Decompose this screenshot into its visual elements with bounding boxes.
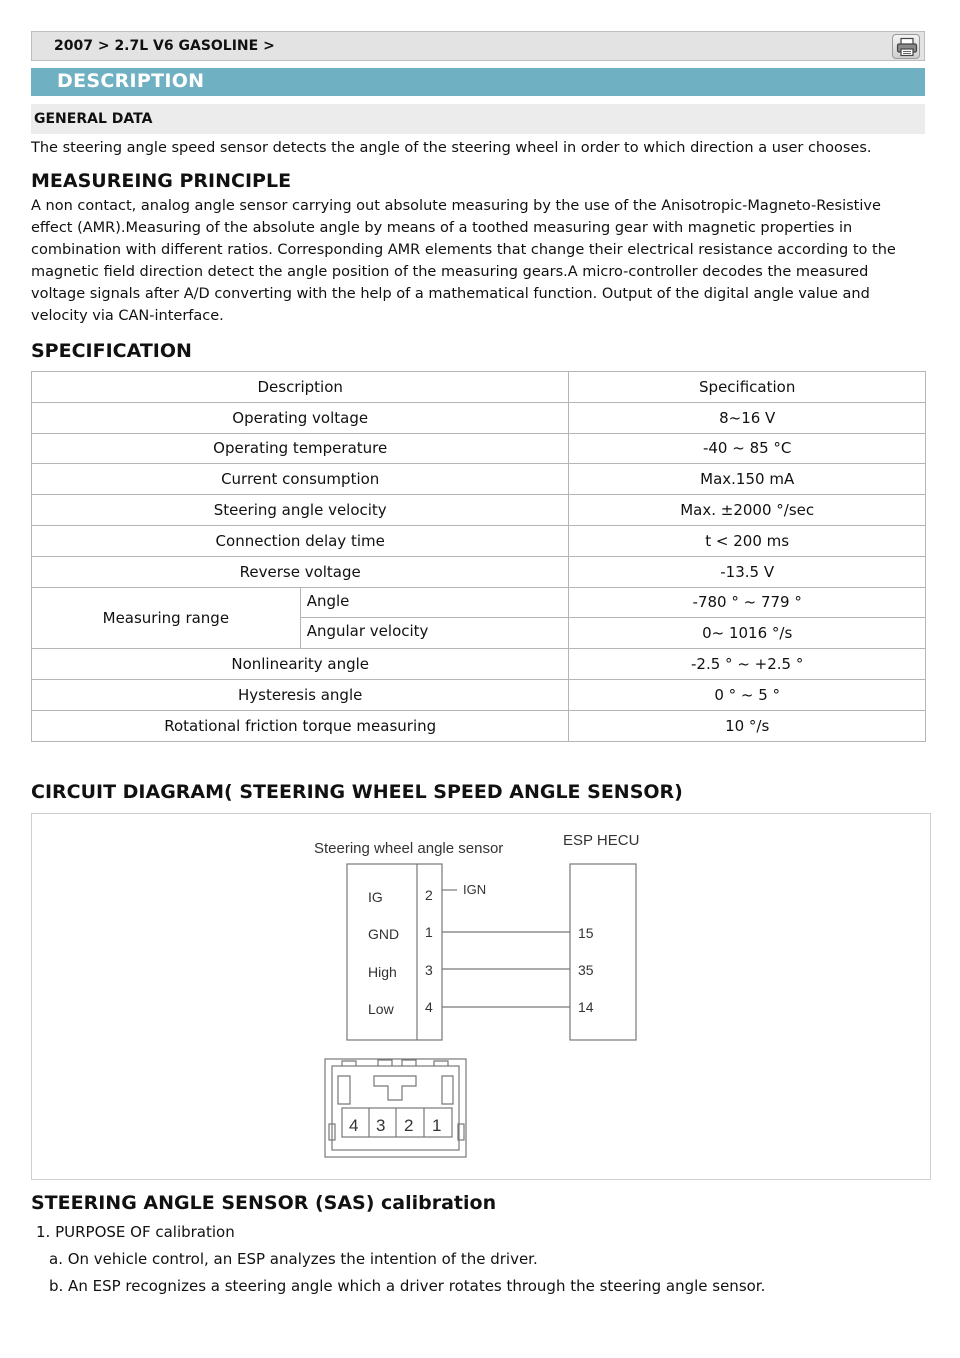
row-description: Rotational friction torque measuring — [32, 710, 569, 741]
ecu-pin-number: 15 — [578, 925, 594, 941]
table-row — [32, 464, 926, 495]
connector-pin-label: 2 — [404, 1116, 414, 1135]
row-description: Connection delay time — [32, 525, 569, 556]
pin-number: 3 — [425, 962, 433, 978]
row-description: Reverse voltage — [32, 556, 569, 587]
general-data-banner — [31, 104, 925, 134]
row-description: Hysteresis angle — [32, 679, 569, 710]
connector-pin-label: 1 — [432, 1116, 442, 1135]
table-row — [32, 556, 926, 587]
table-row — [32, 402, 926, 433]
general-data-text: The steering angle speed sensor detects the angle of the steering wheel in order to which direction a user chooses. — [31, 140, 872, 156]
pin-number: 1 — [425, 924, 433, 940]
table-row — [32, 525, 926, 556]
table-header-row — [32, 372, 926, 403]
row-value: t < 200 ms — [569, 525, 926, 556]
specification-table — [31, 371, 926, 742]
header-description: Description — [32, 372, 569, 403]
connector-pin-label: 4 — [349, 1116, 359, 1135]
table-row — [32, 710, 926, 741]
row-description: Operating voltage — [32, 402, 569, 433]
pin-number: 4 — [425, 999, 433, 1015]
row-value: 10 °/s — [569, 710, 926, 741]
circuit-diagram-title: CIRCUIT DIAGRAM( STEERING WHEEL SPEED ANGLE SENSOR) — [31, 781, 683, 803]
row-description: Nonlinearity angle — [32, 649, 569, 680]
breadcrumb — [31, 31, 925, 61]
row-sub-description: Angle — [300, 587, 569, 618]
ecu-pin-number: 14 — [578, 999, 594, 1015]
table-row — [32, 587, 926, 618]
row-value: Max. ±2000 °/sec — [569, 495, 926, 526]
row-value: -40 ~ 85 °C — [569, 433, 926, 464]
circuit-diagram — [31, 813, 931, 1180]
row-sub-description: Angular velocity — [300, 618, 569, 649]
calibration-title: STEERING ANGLE SENSOR (SAS) calibration — [31, 1192, 497, 1214]
row-value: 0 ° ~ 5 ° — [569, 679, 926, 710]
section-banner — [31, 68, 925, 96]
ign-label: IGN — [463, 882, 487, 897]
print-button[interactable] — [892, 34, 920, 59]
ecu-pin-number: 35 — [578, 962, 594, 978]
pin-name: GND — [368, 926, 400, 942]
row-value: -2.5 ° ~ +2.5 ° — [569, 649, 926, 680]
list-item: 1. PURPOSE OF calibration — [36, 1223, 235, 1241]
breadcrumb-text: 2007 > 2.7L V6 GASOLINE > — [54, 38, 275, 54]
row-description: Current consumption — [32, 464, 569, 495]
table-row — [32, 649, 926, 680]
table-row — [32, 679, 926, 710]
row-value: -13.5 V — [569, 556, 926, 587]
printer-icon — [896, 37, 918, 57]
measuring-principle-title: MEASUREING PRINCIPLE — [31, 170, 292, 192]
specification-title: SPECIFICATION — [31, 340, 192, 362]
measuring-range-label: Measuring range — [32, 587, 301, 649]
table-row — [32, 495, 926, 526]
row-value: -780 ° ~ 779 ° — [569, 587, 926, 618]
pin-number: 2 — [425, 887, 433, 903]
pin-name: IG — [368, 889, 383, 905]
connector-pin-label: 3 — [376, 1116, 386, 1135]
table-row — [32, 433, 926, 464]
measuring-principle-text: A non contact, analog angle sensor carrying out absolute measuring by the use of the Anisotropic-Magneto-Resistive effect (AMR).Measuring of the absolute angle by means of a toothed measuring gear with magnetic properties in combination with different ratios. Corresponding AMR elements that change their electrical resistance according to the magnetic field direction detect the angle position of the measuring gears.A micro-controller decodes the measured voltage signals after A/D converting with the help of a mathematical function. Output of the digital angle value and velocity via CAN-interface. — [31, 198, 896, 324]
row-description: Operating temperature — [32, 433, 569, 464]
ecu-label: ESP HECU — [563, 832, 640, 849]
general-data-title: GENERAL DATA — [34, 111, 153, 127]
pin-name: Low — [368, 1001, 394, 1017]
sensor-label: Steering wheel angle sensor — [314, 840, 504, 857]
row-description: Steering angle velocity — [32, 495, 569, 526]
row-value: 8~16 V — [569, 402, 926, 433]
connector-illustration — [325, 1059, 466, 1157]
calibration-list — [36, 1219, 765, 1300]
section-title: DESCRIPTION — [57, 70, 205, 92]
list-item: b. An ESP recognizes a steering angle which a driver rotates through the steering angle sensor. — [49, 1277, 766, 1295]
pin-name: High — [368, 964, 397, 980]
row-value: Max.150 mA — [569, 464, 926, 495]
header-specification: Specification — [569, 372, 926, 403]
list-item: a. On vehicle control, an ESP analyzes the intention of the driver. — [49, 1250, 538, 1268]
row-value: 0~ 1016 °/s — [569, 618, 926, 649]
